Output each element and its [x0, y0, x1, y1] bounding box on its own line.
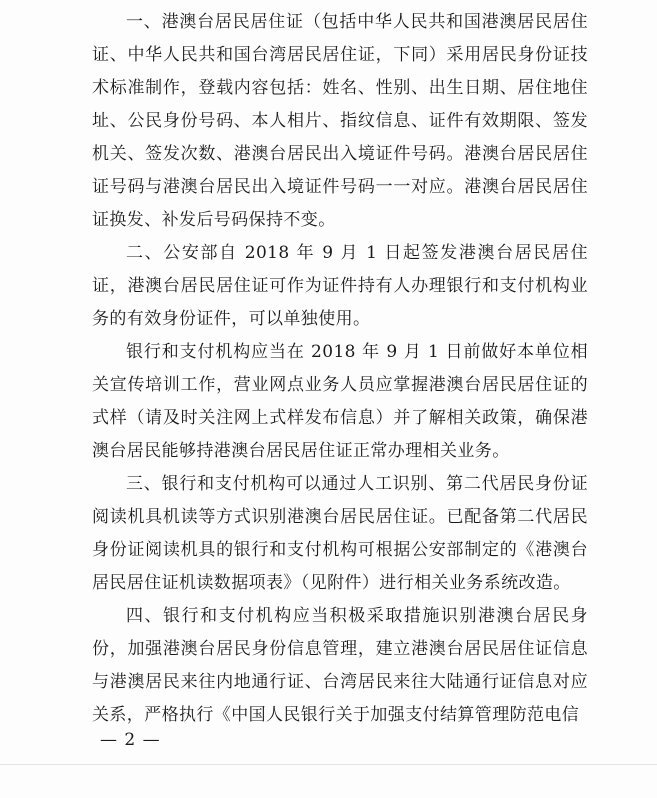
paragraph-5: 四、银行和支付机构应当积极采取措施识别港澳台居民身份，加强港澳台居民身份信息管理，建立港澳台居民居住证信息与港澳居民来往内地通行证、台湾居民来往大陆通行证信息对应关系，严格执行《中国人民银行关于加强支付结算管理防范电信 — [92, 606, 588, 725]
document-body — [92, 6, 588, 732]
paragraph-4: 三、银行和支付机构可以通过人工识别、第二代居民身份证阅读机具机读等方式识别港澳台居民居住证。已配备第二代居民身份证阅读机具的银行和支付机构可根据公安部制定的《港澳台居民居住证机读数据项表》（见附件）进行相关业务系统改造。 — [92, 474, 588, 593]
page-number: — 2 — — [100, 730, 161, 750]
paragraph-2: 二、公安部自 2018 年 9 月 1 日起签发港澳台居民居住证，港澳台居民居住证可作为证件持有人办理银行和支付机构业务的有效身份证件，可以单独使用。 — [92, 243, 588, 329]
paragraph-1: 一、港澳台居民居住证（包括中华人民共和国港澳居民居住证、中华人民共和国台湾居民居住证，下同）采用居民身份证技术标准制作，登载内容包括：姓名、性别、出生日期、居住地住址、公民身份号码、本人相片、指纹信息、证件有效期限、签发机关、签发次数、港澳台居民出入境证件号码。港澳台居民居住证号码与港澳台居民出入境证件号码一一对应。港澳台居民居住证换发、补发后号码保持不变。 — [92, 12, 588, 230]
footer-divider — [0, 764, 657, 765]
paragraph-3: 银行和支付机构应当在 2018 年 9 月 1 日前做好本单位相关宣传培训工作，营业网点业务人员应掌握港澳台居民居住证的式样（请及时关注网上式样发布信息）并了解相关政策，确保港澳台居民能够持港澳台居民居住证正常办理相关业务。 — [92, 342, 588, 461]
